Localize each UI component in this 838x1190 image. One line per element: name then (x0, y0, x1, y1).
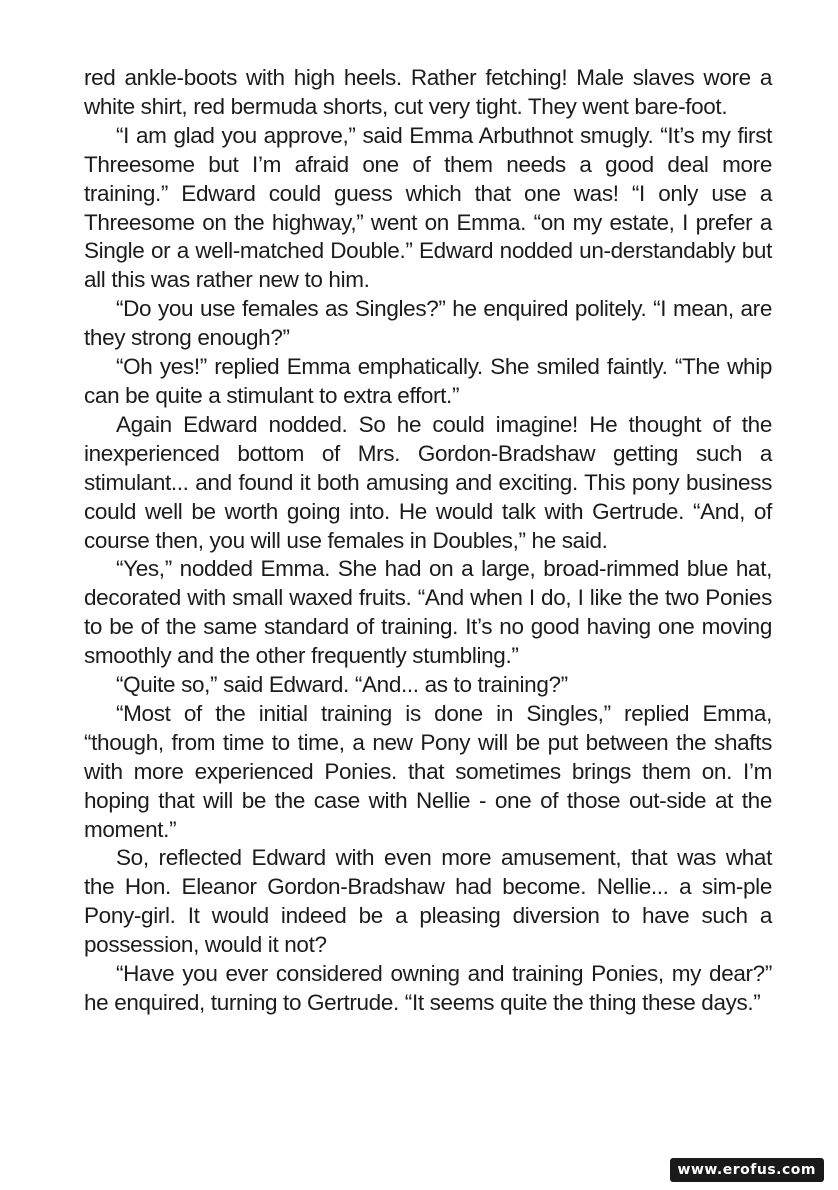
paragraph: “Have you ever considered owning and training Ponies, my dear?” he enquired, turning to Gertrude. “It seems quite the thing these days.” (84, 961, 772, 1015)
paragraph: “Do you use females as Singles?” he enquired politely. “I mean, are they strong enough?” (84, 296, 772, 351)
paragraph: “I am glad you approve,” said Emma Arbuthnot smugly. “It’s my first Threesome but I’m afraid one of them needs a good deal more training.” Edward could guess which that one was! “I only use a Threesome on the highway,” went on Emma. “on my estate, I prefer a Single or a well-matched Double.” Edward nodded un-derstandably but all this was rather new to him. (84, 122, 772, 293)
paragraph: “Most of the initial training is done in Singles,” replied Emma, “though, from time to time, a new Pony will be put between the shafts with more experienced Ponies. that sometimes brings them on. I’m hoping that will be the case with Nellie - one of those out-side at the moment.” (84, 700, 772, 842)
paragraph: red ankle-boots with high heels. Rather fetching! Male slaves wore a white shirt, red bermuda shorts, cut very tight. They went bare-foot. (84, 65, 772, 119)
paragraph: So, reflected Edward with even more amusement, that was what the Hon. Eleanor Gordon-Bradshaw had become. Nellie... a sim-ple Pony-girl. It would indeed be a pleasing diversion to have such a possession, would it not? (84, 845, 772, 958)
site-watermark: www.erofus.com (670, 1158, 824, 1182)
page-text (84, 64, 772, 1018)
paragraph: “Oh yes!” replied Emma emphatically. She smiled faintly. “The whip can be quite a stimulant to extra effort.” (84, 354, 772, 408)
paragraph: “Yes,” nodded Emma. She had on a large, broad-rimmed blue hat, decorated with small waxed fruits. “And when I do, I like the two Ponies to be of the same standard of training. It’s no good having one moving smoothly and the other frequently stumbling.” (84, 556, 772, 669)
paragraph: “Quite so,” said Edward. “And... as to training?” (116, 672, 568, 698)
paragraph: Again Edward nodded. So he could imagine! He thought of the inexperienced bottom of Mrs. Gordon-Bradshaw getting such a stimulant... and found it both amusing and exciting. This pony business could well be worth going into. He would talk with Gertrude. “And, of course then, you will use females in Doubles,” he said. (84, 411, 772, 553)
